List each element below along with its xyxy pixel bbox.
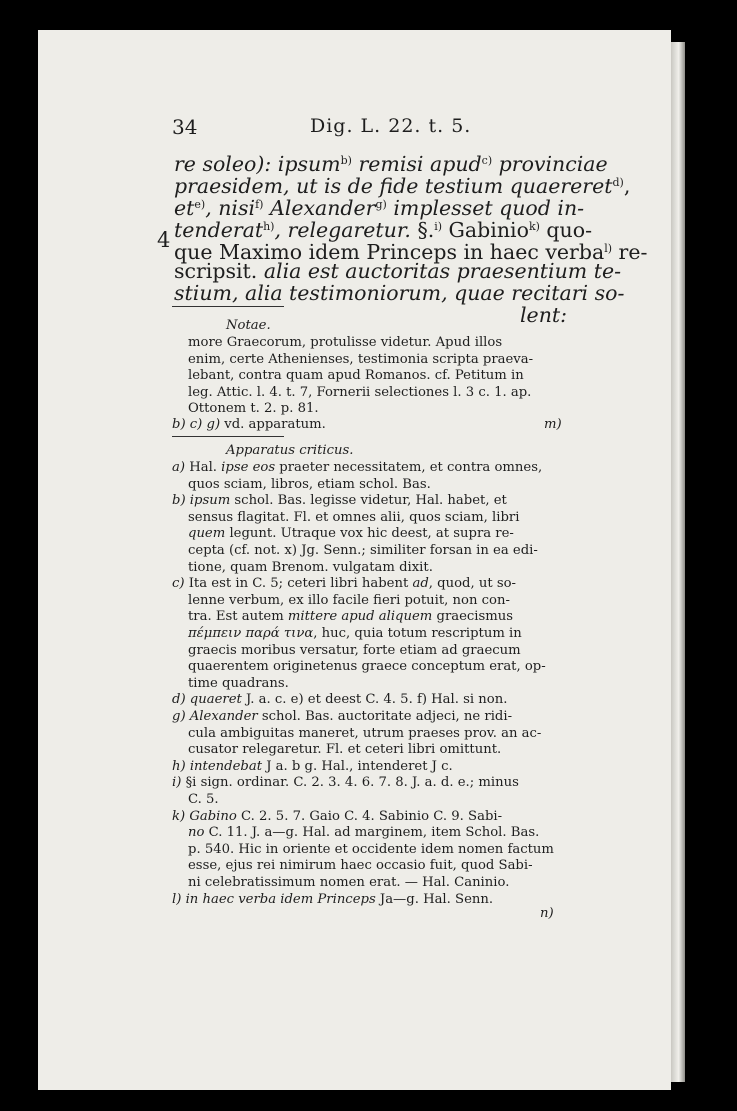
margin-number: 4 [157,228,171,252]
apparatus-line: time quadrans. [188,675,289,691]
apparatus-line: esse, ejus rei nimirum haec occasio fuit, quod Sabi- [188,858,533,874]
notae-heading: Notae. [226,318,271,333]
apparatus-line: tra. Est autem mittere apud aliquem graecismus [188,609,514,625]
notes-divider [172,306,284,307]
apparatus-line: b) ipsum schol. Bas. legisse videtur, Hal. habet, et [172,493,507,509]
apparatus-line: d) quaeret J. a. c. e) et deest C. 4. 5. f) Hal. si non. [172,692,508,708]
apparatus-divider [172,436,284,437]
apparatus-line: c) Ita est in C. 5; ceteri libri habent ad, quod, ut so- [172,576,517,592]
notae-catchword: m) [544,417,562,432]
apparatus-line: g) Alexander schol. Bas. auctoritate adjeci, ne ridi- [172,709,513,724]
apparatus-line: C. 5. [188,792,219,807]
apparatus-line: cepta (cf. not. x) Jg. Senn.; similiter forsan in ea edi- [188,543,538,558]
apparatus-line: graecis moribus versatur, forte etiam ad graecum [188,642,521,658]
page-number: 34 [172,115,198,139]
apparatus-line: i) §i sign. ordinar. C. 2. 3. 4. 6. 7. 8. J. a. d. e.; minus [172,775,519,791]
notae-line: more Graecorum, protulisse videtur. Apud illos [188,335,503,350]
main-line-4: tenderat$^{h)}$, relegaretur. §.$^{i)}$ Gabinio$^{k)}$ quo- [174,218,593,242]
apparatus-line: no C. 11. J. a—g. Hal. ad marginem, item Schol. Bas. [188,825,540,841]
apparatus-line: cula ambiguitas maneret, utrum praeses prov. an ac- [188,725,542,741]
main-line-2: praesidem, ut is de fide testium quaereret$^{d)}$, [174,174,631,198]
apparatus-line: ni celebratissimum nomen erat. — Hal. Caninio. [188,875,510,890]
notae-last-line: b) c) g) vd. apparatum. [172,417,326,432]
main-line-6: scripsit. alia est auctoritas praesentium te- [174,259,622,283]
apparatus-line: quaerentem originetenus graece conceptum erat, op- [188,659,546,675]
apparatus-catchword: n) [540,906,554,921]
apparatus-heading: Apparatus criticus. [226,443,354,458]
apparatus-line: quem legunt. Utraque vox hic deest, at supra re- [188,526,514,542]
apparatus-line: πέμπειν παρά τινα, huc, quia totum rescriptum in [188,626,522,641]
main-line-8: lent: [520,303,568,327]
notae-line: Ottonem t. 2. p. 81. [188,401,319,416]
notae-line: leg. Attic. l. 4. t. 7, Fornerii selectiones l. 3 c. 1. ap. [188,384,532,400]
main-line-3: $et^{e)}$, nisi$^{f)}$ Alexander$^{g)}$ implesset quod in- [174,196,585,220]
notae-line: lebant, contra quam apud Romanos. cf. Petitum in [188,368,524,383]
apparatus-line: k) Gabino C. 2. 5. 7. Gaio C. 4. Sabinio C. 9. Sabi- [172,808,503,824]
apparatus-line: tione, quam Brenom. vulgatam dixit. [188,559,433,575]
apparatus-line: p. 540. Hic in oriente et occidente idem nomen factum [188,841,554,857]
page-edge [671,42,685,1082]
running-title: Dig. L. 22. t. 5. [310,115,472,137]
main-line-1: re soleo): ipsum$^{b)}$ remisi apud$^{c)}$ provinciae [174,152,608,176]
apparatus-line: lenne verbum, ex illo facile fieri potuit, non con- [188,592,510,608]
apparatus-line: quos sciam, libros, etiam schol. Bas. [188,476,431,492]
apparatus-line: h) intendebat J a. b g. Hal., intenderet J c. [172,758,453,774]
apparatus-line: a) Hal. ipse eos praeter necessitatem, et contra omnes, [172,460,543,475]
apparatus-line: l) in haec verba idem Princeps Ja—g. Hal. Senn. [172,891,494,907]
apparatus-line: sensus flagitat. Fl. et omnes alii, quos sciam, libri [188,509,520,525]
main-line-7: stium, alia testimoniorum, quae recitari so- [174,281,625,305]
apparatus-line: cusator relegaretur. Fl. et ceteri libri omittunt. [188,742,502,758]
main-line-5: que Maximo idem Princeps in haec verba$^{l)}$ re- [174,240,648,264]
notae-line: enim, certe Athenienses, testimonia scripta praeva- [188,351,534,367]
